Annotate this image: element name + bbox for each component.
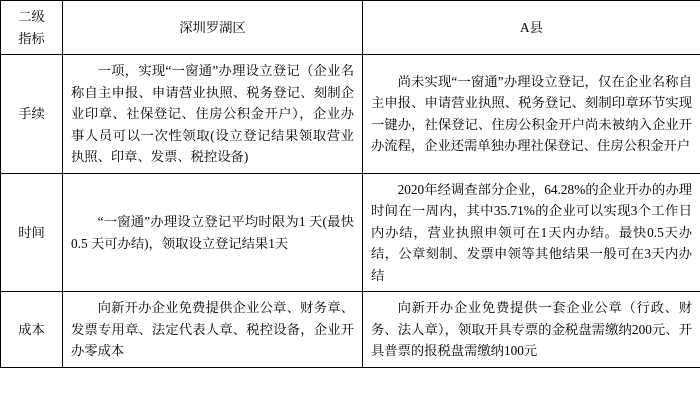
table-row <box>1 173 700 292</box>
row-label-header-line2: 指标 <box>18 30 45 46</box>
row-label-header-line1: 二级 <box>18 9 45 24</box>
column-header-county-a: A县 <box>363 1 700 55</box>
row-label-procedures: 手续 <box>1 55 63 174</box>
table-row <box>1 292 700 368</box>
row-label-time: 时间 <box>1 173 63 292</box>
cell-cost-county-a: 向新开办企业免费提供一套企业公章（行政、财务、法人章），领取开具专票的金税盘需缴纳200元、开具普票的报税盘需缴纳100元 <box>363 292 700 368</box>
row-label-header <box>1 1 63 55</box>
table-header-row <box>1 1 700 55</box>
cell-cost-shenzhen: 向新开办企业免费提供企业公章、财务章、发票专用章、法定代表人章、税控设备，企业开办零成本 <box>63 292 363 368</box>
cell-time-county-a: 2020年经调查部分企业，64.28%的企业开办的办理时间在一周内，其中35.71%的企业可以实现3个工作日内办结，营业执照申领可在1天内办结。最快0.5天办结，公章刻制、发票申领等其他结果一般可在3天内办结 <box>363 173 700 292</box>
cell-time-shenzhen: “一窗通”办理设立登记平均时限为1 天(最快0.5 天可办结)，领取设立登记结果1天 <box>63 173 363 292</box>
table-row <box>1 55 700 174</box>
column-header-shenzhen: 深圳罗湖区 <box>63 1 363 55</box>
row-label-cost: 成本 <box>1 292 63 368</box>
cell-procedures-shenzhen: 一项，实现“一窗通”办理设立登记（企业名称自主申报、申请营业执照、税务登记、刻制企业印章、社保登记、住房公积金开户），企业办事人员可以一次性领取(设立登记结果领取营业执照、印章、发票、税控设备) <box>63 55 363 174</box>
cell-procedures-county-a: 尚未实现“一窗通”办理设立登记，仅在企业名称自主申报、申请营业执照、税务登记、刻制印章环节实现一键办，社保登记、住房公积金开户尚未被纳入企业开办流程，企业还需单独办理社保登记、住房公积金开户 <box>363 55 700 174</box>
